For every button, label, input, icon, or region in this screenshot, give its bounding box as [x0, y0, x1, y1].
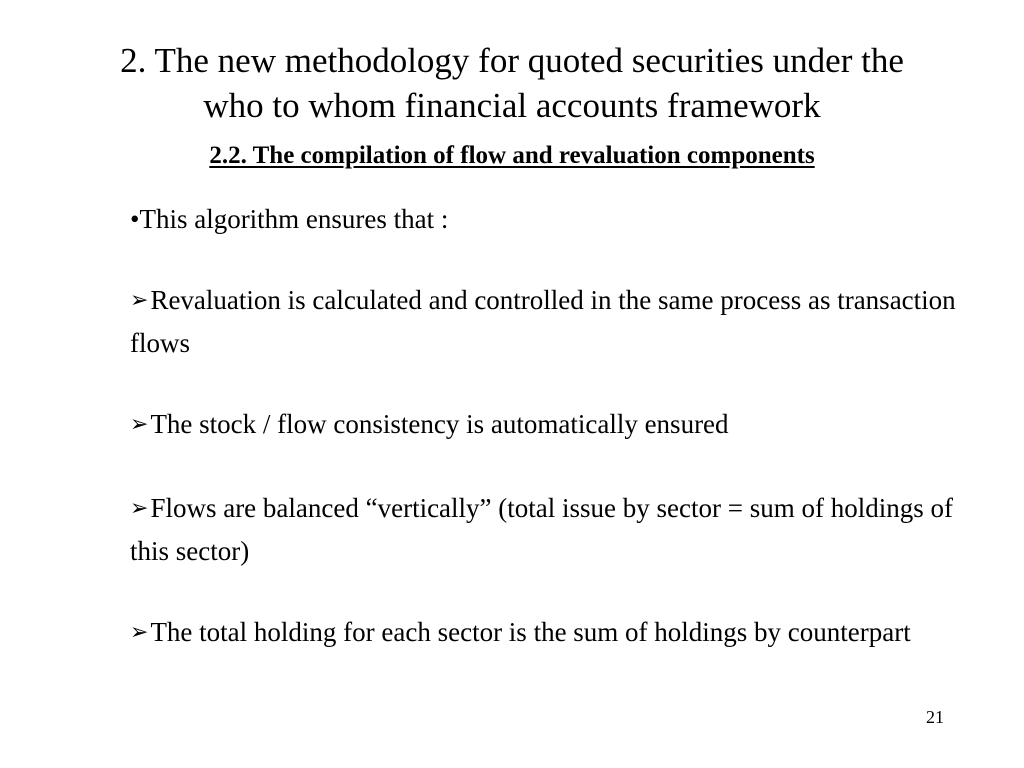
slide-title [40, 38, 984, 128]
slide-title-line-1: 2. The new methodology for quoted securities under the [120, 41, 904, 80]
arrow-bullet-icon: ➢ [130, 620, 149, 645]
arrow-bullet-icon: ➢ [130, 412, 149, 437]
bullet-text: The stock / flow consistency is automatically ensured [150, 409, 729, 439]
slide-subtitle [40, 140, 984, 172]
bullet-text: Flows are balanced “vertically” (total issue by sector = sum of holdings of this sector) [130, 493, 953, 566]
bullet-item [130, 612, 970, 655]
slide-subtitle-text: 2.2. The compilation of flow and revaluation components [209, 142, 815, 169]
intro-text: •This algorithm ensures that : [130, 204, 449, 234]
bullet-item [130, 404, 970, 447]
bullet-text: Revaluation is calculated and controlled in the same process as transaction flows [130, 285, 956, 358]
page-number: 21 [926, 707, 944, 727]
arrow-bullet-icon: ➢ [130, 288, 149, 313]
bullet-text: The total holding for each sector is the sum of holdings by counterpart [150, 617, 911, 647]
slide-title-line-2: who to whom financial accounts framework [203, 86, 821, 125]
slide-body [130, 199, 970, 655]
arrow-bullet-icon: ➢ [130, 496, 149, 521]
bullet-item [130, 488, 970, 571]
bullet-item [130, 280, 970, 363]
